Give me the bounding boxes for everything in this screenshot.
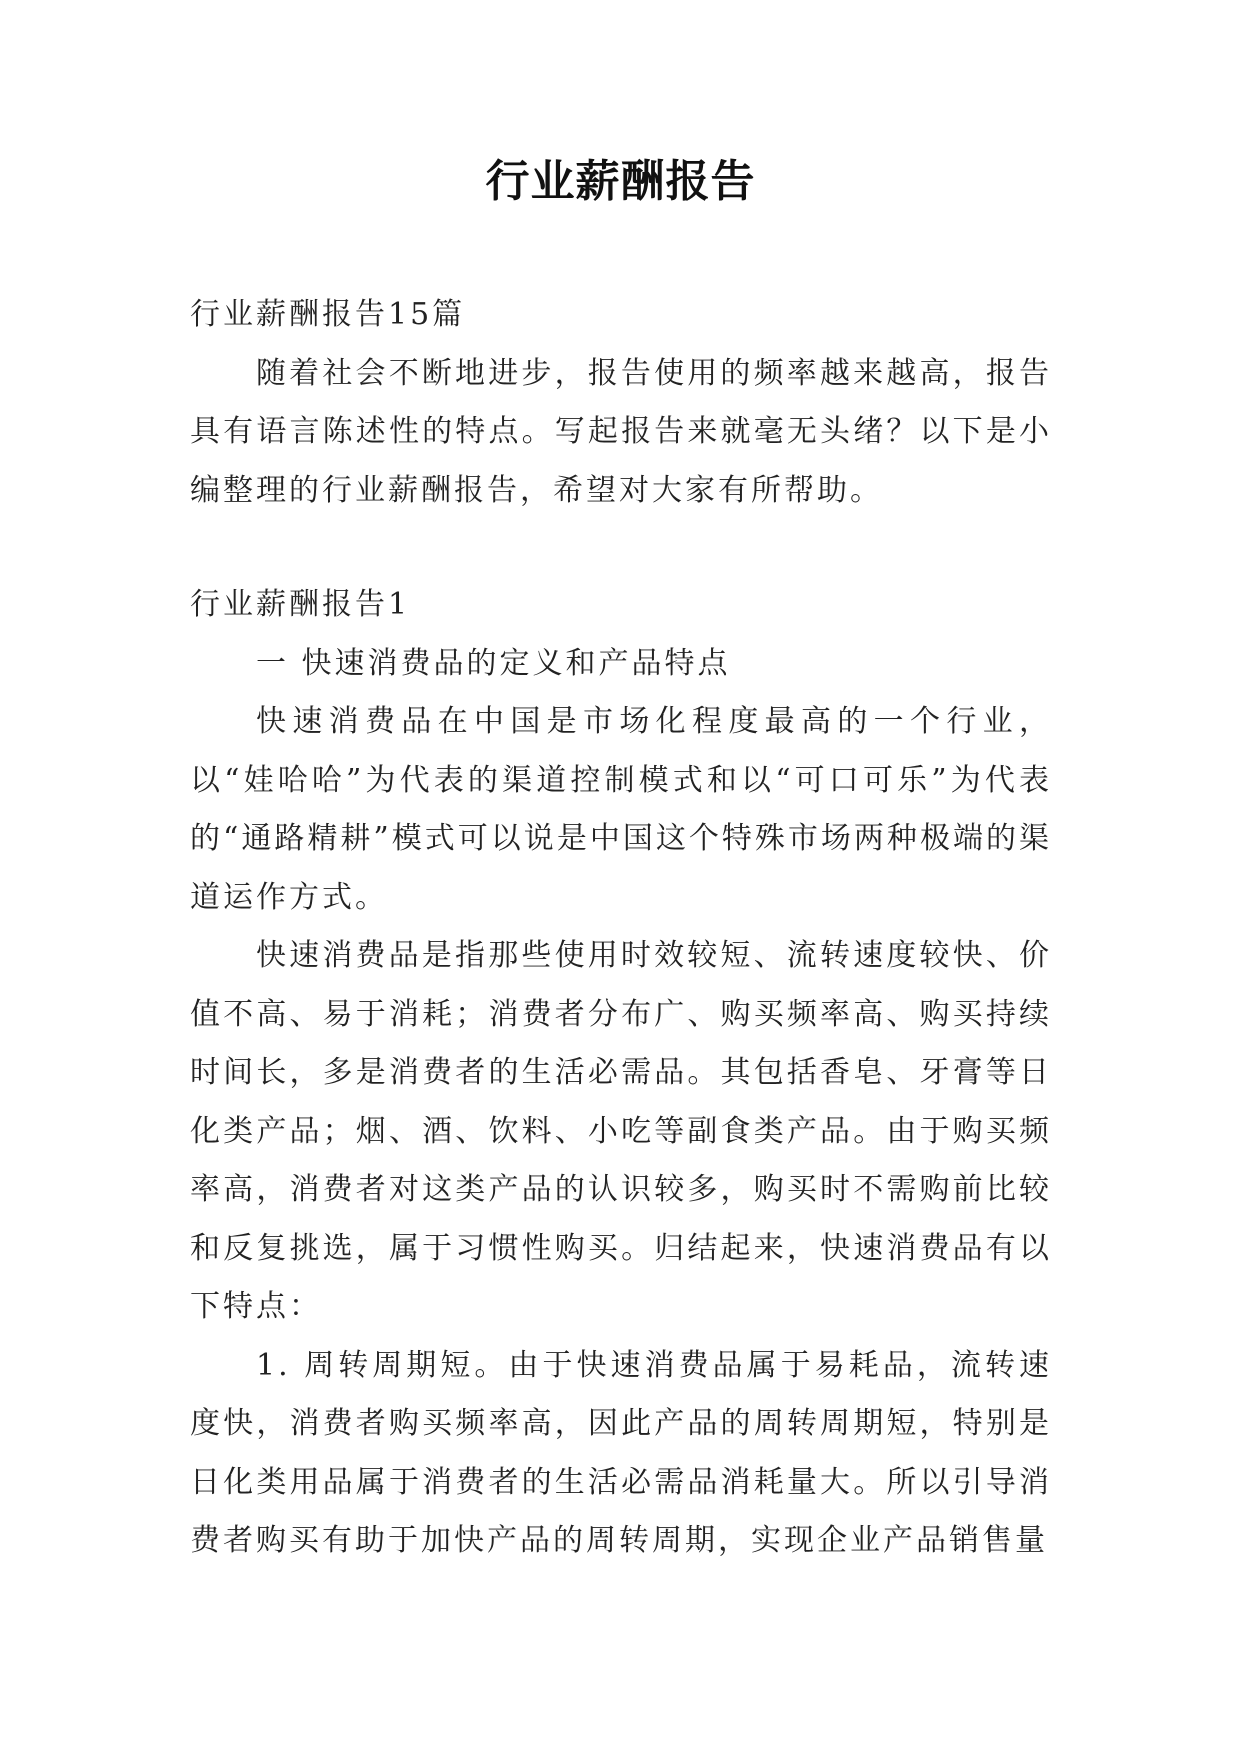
intro-heading: 行业薪酬报告15篇 [190, 297, 466, 332]
paragraph: 快速消费品在中国是市场化程度最高的一个行业，以“娃哈哈”为代表的渠道控制模式和以“可口可乐”为代表的“通路精耕”模式可以说是中国这个特殊市场两种极端的渠道运作方式。 [190, 704, 1052, 915]
paragraph: 快速消费品是指那些使用时效较短、流转速度较快、价值不高、易于消耗；消费者分布广、购买频率高、购买持续时间长，多是消费者的生活必需品。其包括香皂、牙膏等日化类产品；烟、酒、饮料、小吃等副食类产品。由于购买频率高，消费者对这类产品的认识较多，购买时不需购前比较和反复挑选，属于习惯性购买。归结起来，快速消费品有以下特点： [190, 938, 1052, 1324]
section-heading: 行业薪酬报告1 [190, 587, 411, 622]
paragraph: 1. 周转周期短。由于快速消费品属于易耗品，流转速度快，消费者购买频率高，因此产品的周转周期短，特别是日化类用品属于消费者的生活必需品消耗量大。所以引导消费者购买有助于加快产品的周转周期，实现企业产品销售量 [190, 1347, 1052, 1558]
document-body [190, 286, 1052, 1571]
intro-paragraph: 随着社会不断地进步，报告使用的频率越来越高，报告具有语言陈述性的特点。写起报告来就毫无头绪？以下是小编整理的行业薪酬报告，希望对大家有所帮助。 [190, 355, 1052, 508]
section-spacer [190, 520, 1052, 576]
subheading: 一 快速消费品的定义和产品特点 [256, 645, 731, 681]
document-title: 行业薪酬报告 [485, 156, 756, 207]
